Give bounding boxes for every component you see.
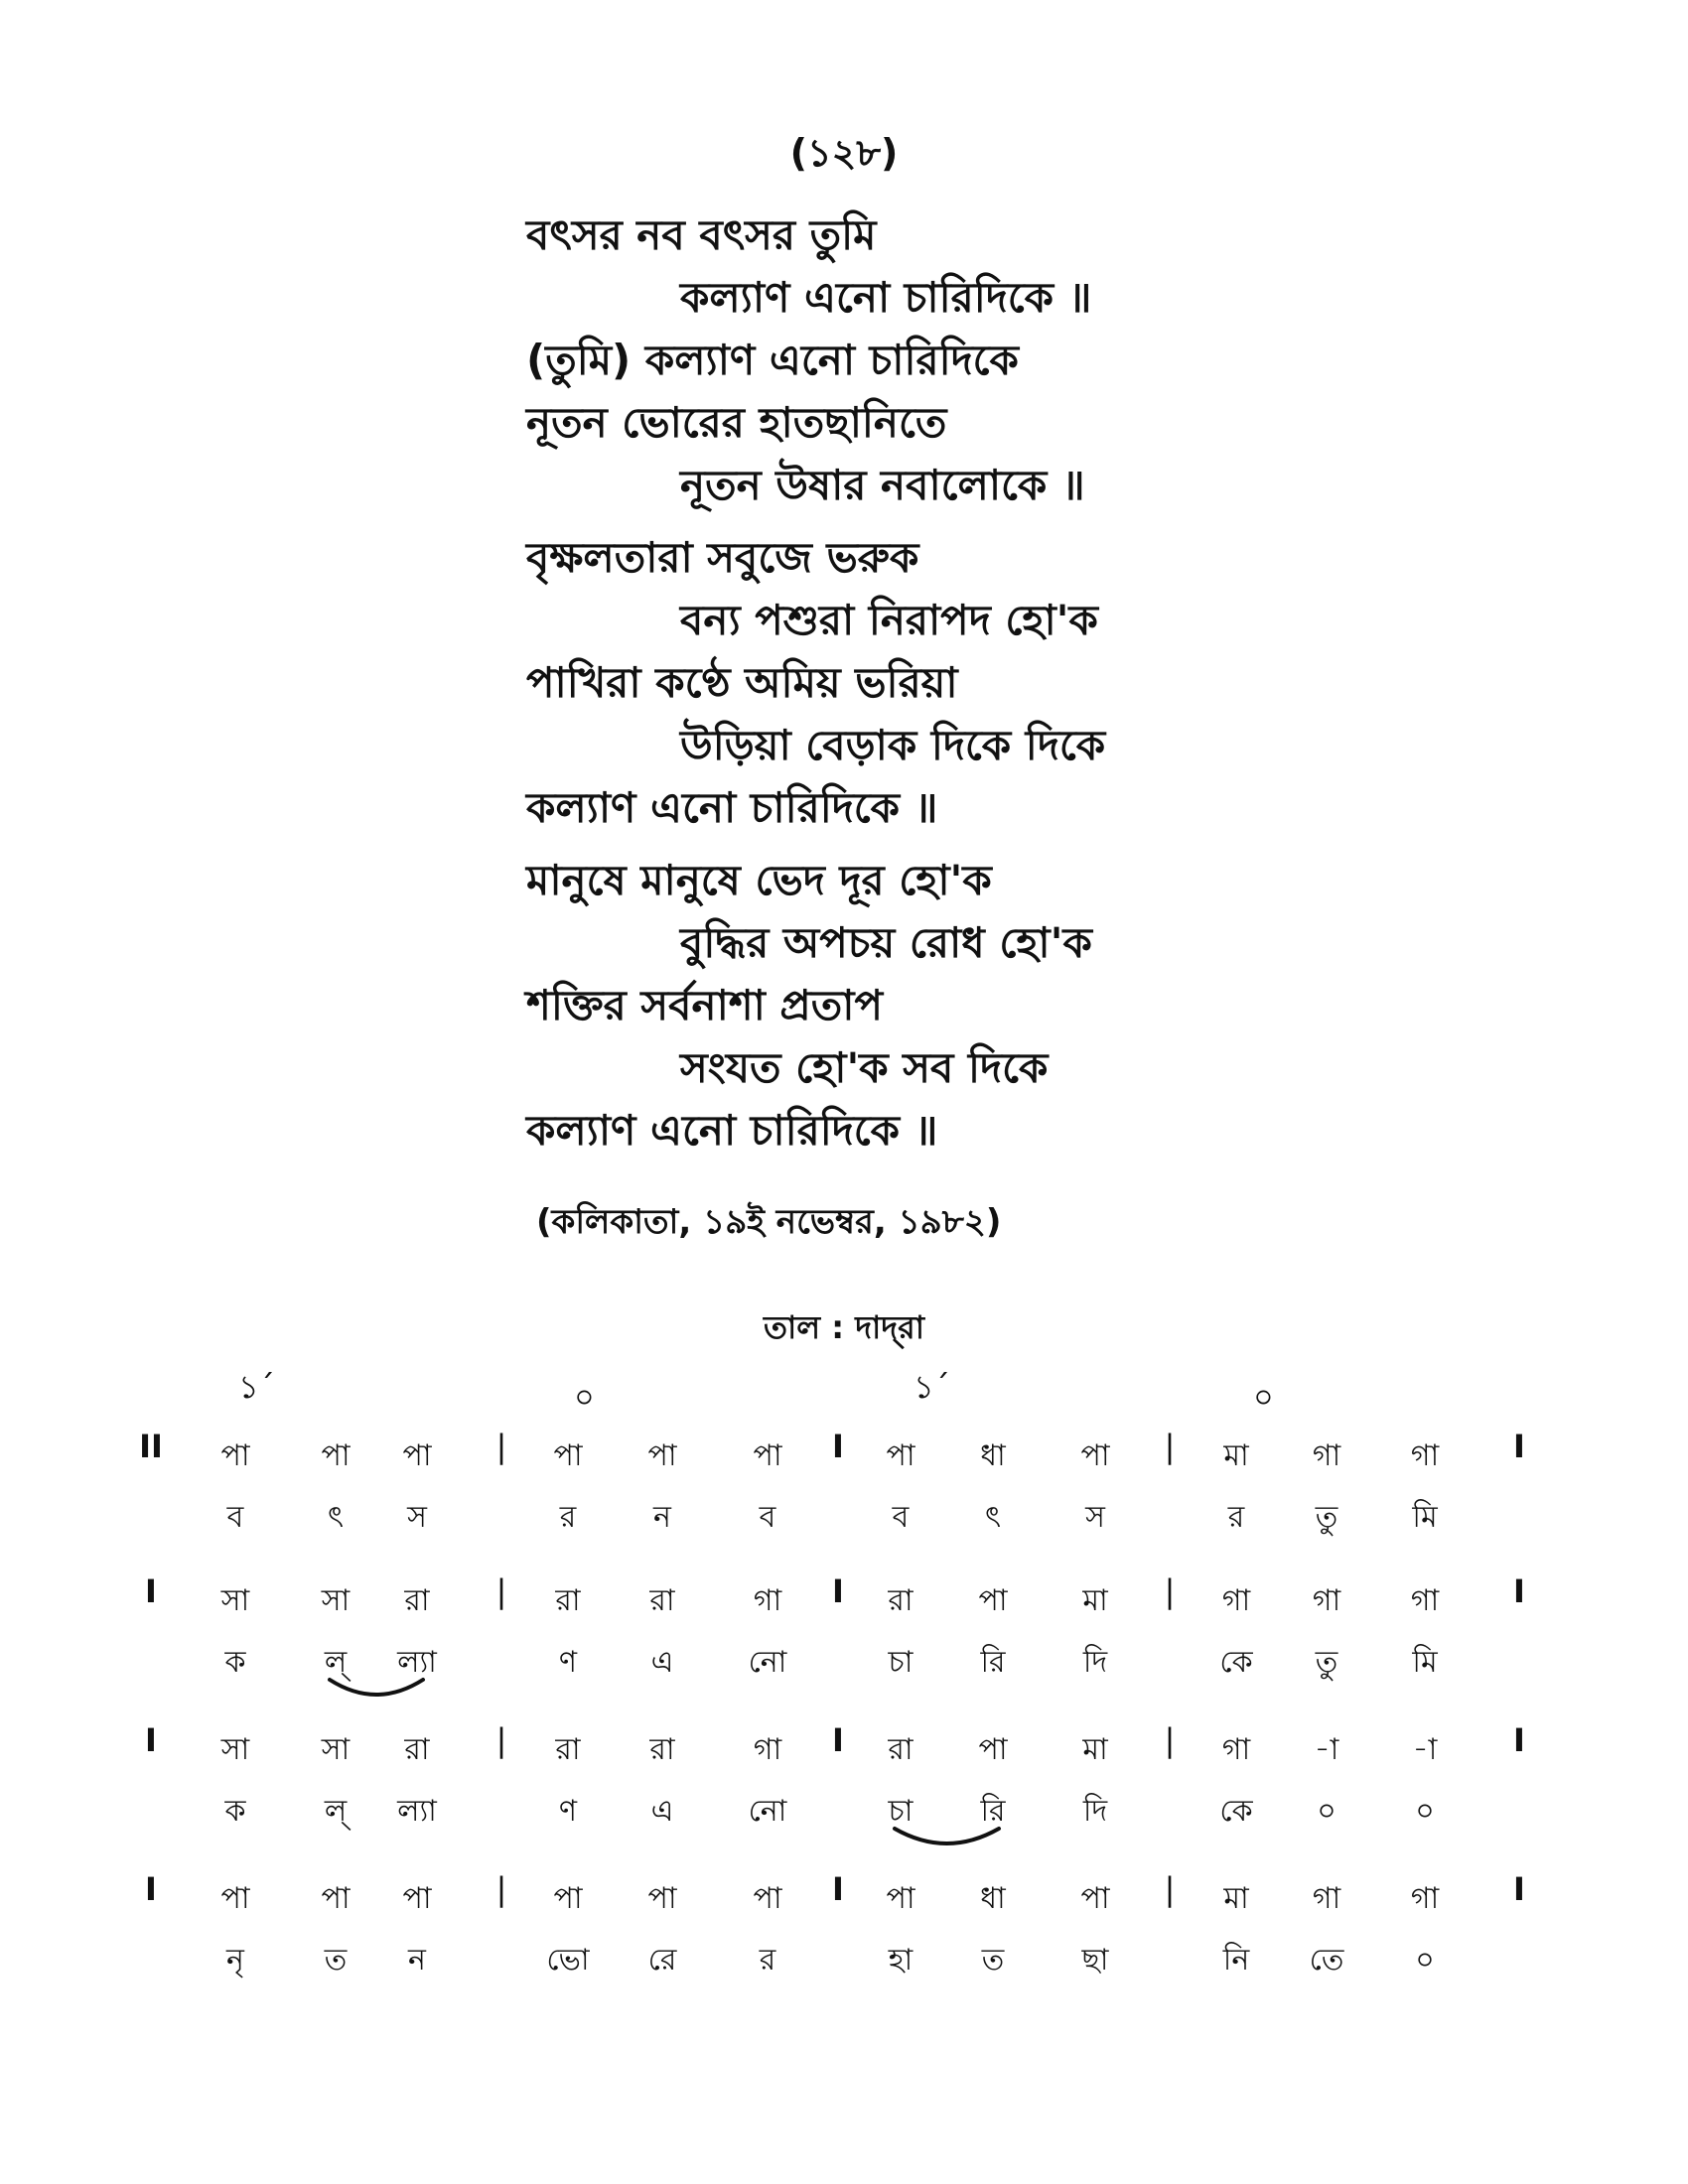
lyric-syllable: স	[407, 1500, 427, 1535]
lyric-syllable: ০	[1415, 1943, 1435, 1978]
lyric-syllable: ণ	[558, 1794, 578, 1829]
swara-note: পা	[220, 1438, 250, 1473]
vibhag-bar: |	[1164, 1428, 1176, 1465]
poem-line: উড়িয়া বেড়াক দিকে দিকে	[680, 721, 1106, 769]
lyric-syllable: চা	[888, 1794, 914, 1829]
lyric-syllable: র	[759, 1943, 776, 1978]
lyric-syllable: ক	[224, 1794, 246, 1829]
swara-note: গা	[1410, 1438, 1440, 1473]
poem-line: কল্যাণ এনো চারিদিকে ॥	[526, 1106, 938, 1155]
lyric-syllable: কে	[1219, 1794, 1253, 1829]
poem-line: শক্তির সর্বনাশা প্রতাপ	[526, 981, 883, 1029]
swara-note: -া	[1412, 1732, 1438, 1767]
swara-note: গা	[1312, 1881, 1341, 1916]
end-bar: I	[1513, 1572, 1525, 1610]
swara-note: গা	[753, 1583, 782, 1618]
lyric-syllable: ল্	[324, 1794, 348, 1829]
swara-note: সা	[321, 1583, 351, 1618]
lyric-syllable: ব	[759, 1500, 776, 1535]
swara-note: পা	[553, 1881, 583, 1916]
lyric-syllable: নো	[748, 1645, 787, 1680]
lyric-syllable: ৎ	[327, 1500, 345, 1535]
swara-note: গা	[1221, 1732, 1251, 1767]
poem-line: বুদ্ধির অপচয় রোধ হো'ক	[680, 918, 1092, 967]
swara-note: পা	[647, 1881, 677, 1916]
tala-label: তাল : দাদ্‌রা	[764, 1308, 924, 1346]
poem-line: নূতন ভোরের হাতছানিতে	[526, 398, 947, 447]
vibhag-bar: |	[1164, 1870, 1176, 1908]
lyric-syllable: রি	[980, 1645, 1006, 1680]
section-bar: I	[832, 1428, 844, 1465]
slur-mark	[326, 1676, 427, 1706]
lyric-syllable: ন	[653, 1500, 671, 1535]
swara-note: পা	[553, 1438, 583, 1473]
swara-note: পা	[886, 1438, 915, 1473]
swara-note: সা	[321, 1732, 351, 1767]
lyric-syllable: মি	[1412, 1500, 1438, 1535]
slur-mark	[891, 1825, 1003, 1854]
section-bar: I	[832, 1721, 844, 1759]
beat-marker: ১´	[914, 1368, 950, 1406]
lyric-syllable: ০	[1317, 1794, 1336, 1829]
swara-note: পা	[978, 1583, 1008, 1618]
slur-path	[895, 1829, 999, 1843]
swara-note: রা	[888, 1583, 914, 1618]
swara-note: পা	[753, 1438, 782, 1473]
lyric-syllable: ৎ	[984, 1500, 1002, 1535]
lyric-syllable: তু	[1315, 1500, 1338, 1535]
lyric-syllable: ল্	[324, 1645, 348, 1680]
end-bar: I	[1513, 1721, 1525, 1759]
lyric-syllable: স	[1085, 1500, 1105, 1535]
lyric-syllable: ক	[224, 1645, 246, 1680]
swara-note: পা	[1080, 1438, 1110, 1473]
vibhag-bar: |	[495, 1870, 507, 1908]
end-bar: I	[1513, 1870, 1525, 1908]
section-bar: I	[832, 1572, 844, 1610]
lyric-syllable: ব	[892, 1500, 910, 1535]
poem-line: (তুমি) কল্যাণ এনো চারিদিকে	[526, 336, 1019, 384]
swara-note: রা	[555, 1583, 581, 1618]
poem-line: নূতন উষার নবালোকে ॥	[680, 461, 1085, 509]
lyric-syllable: রে	[647, 1943, 677, 1978]
swara-note: মা	[1223, 1438, 1249, 1473]
slur-path	[330, 1680, 423, 1695]
vibhag-bar: |	[495, 1428, 507, 1465]
swara-note: গা	[753, 1732, 782, 1767]
section-bar: I	[145, 1721, 157, 1759]
swara-note: পা	[220, 1881, 250, 1916]
swara-note: পা	[753, 1881, 782, 1916]
swara-note: মা	[1082, 1583, 1108, 1618]
end-bar: I	[1513, 1428, 1525, 1465]
section-bar: I	[145, 1572, 157, 1610]
lyric-syllable: র	[559, 1500, 577, 1535]
swara-note: পা	[647, 1438, 677, 1473]
swara-note: সা	[220, 1583, 250, 1618]
lyric-syllable: দি	[1082, 1794, 1108, 1829]
section-bar: II	[139, 1428, 163, 1465]
swara-note: গা	[1221, 1583, 1251, 1618]
lyric-syllable: ল্যা	[397, 1645, 437, 1680]
lyric-syllable: চা	[888, 1645, 914, 1680]
lyric-syllable: ০	[1415, 1794, 1435, 1829]
poem-line: কল্যাণ এনো চারিদিকে ॥	[680, 273, 1092, 322]
swara-note: রা	[649, 1732, 675, 1767]
lyric-syllable: তে	[1309, 1943, 1344, 1978]
vibhag-bar: |	[1164, 1572, 1176, 1610]
swara-note: সা	[220, 1732, 250, 1767]
lyric-syllable: ল্যা	[397, 1794, 437, 1829]
lyric-syllable: মি	[1412, 1645, 1438, 1680]
poem-date: (কলিকাতা, ১৯ই নভেম্বর, ১৯৮২)	[536, 1202, 1002, 1242]
lyric-syllable: তু	[1315, 1645, 1338, 1680]
lyric-syllable: দি	[1082, 1645, 1108, 1680]
beat-marker: ০	[574, 1378, 595, 1416]
lyric-syllable: ণ	[558, 1645, 578, 1680]
swara-note: রা	[888, 1732, 914, 1767]
lyric-syllable: কে	[1219, 1645, 1253, 1680]
lyric-syllable: নো	[748, 1794, 787, 1829]
swara-note: গা	[1312, 1583, 1341, 1618]
swara-note: পা	[978, 1732, 1008, 1767]
swara-note: গা	[1410, 1583, 1440, 1618]
poem-line: পাখিরা কণ্ঠে অমিয় ভরিয়া	[526, 658, 958, 707]
swara-note: মা	[1223, 1881, 1249, 1916]
lyric-syllable: ভো	[546, 1943, 590, 1978]
swara-note: পা	[886, 1881, 915, 1916]
swara-note: রা	[404, 1583, 430, 1618]
swara-note: ধা	[980, 1881, 1006, 1916]
section-bar: I	[832, 1870, 844, 1908]
lyric-syllable: রি	[980, 1794, 1006, 1829]
lyric-syllable: ত	[981, 1943, 1005, 1978]
swara-note: গা	[1312, 1438, 1341, 1473]
beat-marker: ০	[1253, 1378, 1274, 1416]
vibhag-bar: |	[495, 1572, 507, 1610]
lyric-syllable: ত	[324, 1943, 348, 1978]
poem-line: বন্য পশুরা নিরাপদ হো'ক	[680, 596, 1098, 644]
swara-note: পা	[1080, 1881, 1110, 1916]
beat-marker: ১´	[238, 1368, 275, 1406]
swara-note: পা	[321, 1881, 351, 1916]
lyric-syllable: নি	[1222, 1943, 1250, 1978]
lyric-syllable: এ	[650, 1645, 674, 1680]
poem-line: বৎসর নব বৎসর তুমি	[526, 210, 877, 259]
lyric-syllable: ন	[408, 1943, 426, 1978]
page-number: (১২৮)	[789, 131, 899, 175]
swara-note: ধা	[980, 1438, 1006, 1473]
poem-line: কল্যাণ এনো চারিদিকে ॥	[526, 783, 938, 832]
poem-line: বৃক্ষলতারা সবুজে ভরুক	[526, 533, 919, 582]
swara-note: পা	[402, 1438, 432, 1473]
lyric-syllable: ছা	[1081, 1943, 1109, 1978]
swara-note: রা	[555, 1732, 581, 1767]
lyric-syllable: র	[1227, 1500, 1245, 1535]
swara-note: মা	[1082, 1732, 1108, 1767]
swara-note: পা	[321, 1438, 351, 1473]
swara-note: গা	[1410, 1881, 1440, 1916]
swara-note: রা	[649, 1583, 675, 1618]
lyric-syllable: ব	[226, 1500, 244, 1535]
lyric-syllable: এ	[650, 1794, 674, 1829]
vibhag-bar: |	[1164, 1721, 1176, 1759]
swara-note: রা	[404, 1732, 430, 1767]
lyric-syllable: নৃ	[226, 1943, 244, 1978]
vibhag-bar: |	[495, 1721, 507, 1759]
section-bar: I	[145, 1870, 157, 1908]
swara-note: পা	[402, 1881, 432, 1916]
swara-note: -া	[1314, 1732, 1339, 1767]
lyric-syllable: হা	[888, 1943, 914, 1978]
poem-line: মানুষে মানুষে ভেদ দূর হো'ক	[526, 856, 992, 904]
poem-line: সংযত হো'ক সব দিকে	[680, 1043, 1049, 1092]
